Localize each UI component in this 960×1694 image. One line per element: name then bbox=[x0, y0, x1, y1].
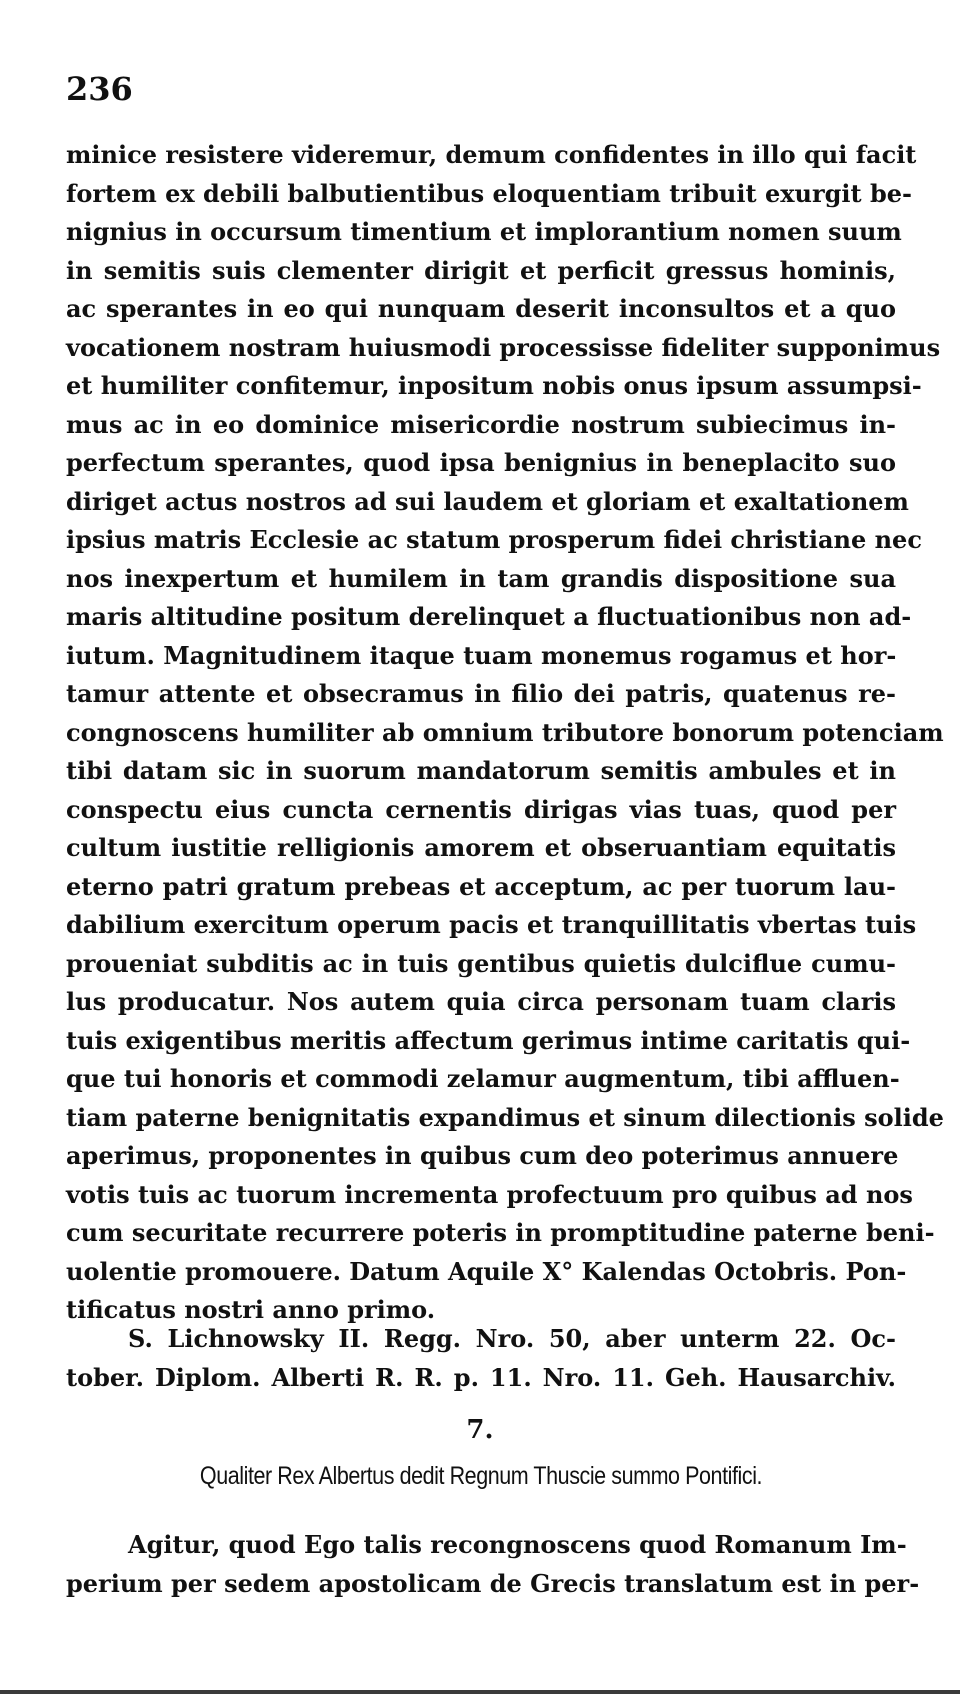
text-line: tiam paterne benignitatis expandimus et sinum dilectionis solide bbox=[66, 1102, 944, 1132]
text-line: perium per sedem apostolicam de Grecis translatum est in per- bbox=[66, 1568, 920, 1598]
text-line: et humiliter confitemur, inpositum nobis onus ipsum assumpsi- bbox=[66, 371, 922, 400]
text-line: lus producatur. Nos autem quia circa personam tuam claris bbox=[66, 987, 896, 1016]
text-line: minice resistere videremur, demum confidentes in illo qui facit bbox=[66, 140, 917, 169]
text-line: vocationem nostram huiusmodi processisse fideliter supponimus bbox=[66, 332, 941, 362]
text-line: ac sperantes in eo qui nunquam deserit inconsultos et a quo bbox=[66, 294, 896, 323]
text-line: Agitur, quod Ego talis recongnoscens quod Romanum Im- bbox=[128, 1530, 907, 1559]
page-number: 236 bbox=[66, 70, 133, 108]
text-line: mus ac in eo dominice misericordie nostrum subiecimus in- bbox=[66, 409, 896, 439]
text-line: maris altitudine positum derelinquet a fluctuationibus non ad- bbox=[66, 602, 912, 631]
text-line: fortem ex debili balbutientibus eloquentiam tribuit exurgit be- bbox=[66, 178, 912, 208]
text-line: eterno patri gratum prebeas et acceptum, ac per tuorum lau- bbox=[66, 871, 896, 901]
text-line: cultum iustitie relligionis amorem et obseruantiam equitatis bbox=[66, 833, 896, 862]
text-line: in semitis suis clementer dirigit et perficit gressus hominis, bbox=[66, 255, 896, 285]
text-line: perfectum sperantes, quod ipsa benignius in beneplacito suo bbox=[66, 448, 896, 477]
text-line: tamur attente et obsecramus in filio dei patris, quatenus re- bbox=[66, 679, 896, 708]
text-line: nignius in occursum timentium et implorantium nomen suum bbox=[66, 217, 902, 246]
text-line: ipsius matris Ecclesie ac statum prosperum fidei christiane nec bbox=[66, 525, 922, 554]
source-reference bbox=[66, 1320, 896, 1397]
text-line: dabilium exercitum operum pacis et tranquillitatis vbertas tuis bbox=[66, 910, 917, 939]
text-line: aperimus, proponentes in quibus cum deo poterimus annuere bbox=[66, 1141, 899, 1170]
text-line: nos inexpertum et humilem in tam grandis dispositione sua bbox=[66, 563, 896, 593]
reference-line: tober. Diplom. Alberti R. R. p. 11. Nro. 11. Geh. Hausarchiv. bbox=[66, 1362, 896, 1392]
document-number: 7. bbox=[466, 1415, 494, 1445]
document-text-block bbox=[66, 1526, 920, 1603]
text-line: tibi datam sic in suorum mandatorum semitis ambules et in bbox=[66, 756, 896, 785]
text-line: diriget actus nostros ad sui laudem et gloriam et exaltationem bbox=[66, 486, 909, 516]
text-line: uolentie promouere. Datum Aquile X° Kalendas Octobris. Pon- bbox=[66, 1256, 907, 1286]
reference-line: S. Lichnowsky II. Regg. Nro. 50, aber unterm 22. Oc- bbox=[128, 1324, 896, 1353]
document-heading: Qualiter Rex Albertus dedit Regnum Thuscie summo Pontifici. bbox=[199, 1462, 763, 1490]
text-line: tificatus nostri anno primo. bbox=[66, 1295, 436, 1324]
main-text-block bbox=[66, 136, 944, 1330]
text-line: tuis exigentibus meritis affectum gerimus intime caritatis qui- bbox=[66, 1025, 911, 1055]
text-line: proueniat subditis ac in tuis gentibus quietis dulciflue cumu- bbox=[66, 948, 896, 978]
text-line: iutum. Magnitudinem itaque tuam monemus rogamus et hor- bbox=[66, 640, 897, 670]
page-bottom-edge bbox=[0, 1690, 960, 1694]
text-line: cum securitate recurrere poteris in promptitudine paterne beni- bbox=[66, 1218, 935, 1247]
text-line: votis tuis ac tuorum incrementa profectuum pro quibus ad nos bbox=[66, 1179, 913, 1209]
text-line: conspectu eius cuncta cernentis dirigas vias tuas, quod per bbox=[66, 794, 896, 824]
text-line: congnoscens humiliter ab omnium tributore bonorum potenciam bbox=[66, 717, 944, 747]
text-line: que tui honoris et commodi zelamur augmentum, tibi affluen- bbox=[66, 1064, 900, 1093]
